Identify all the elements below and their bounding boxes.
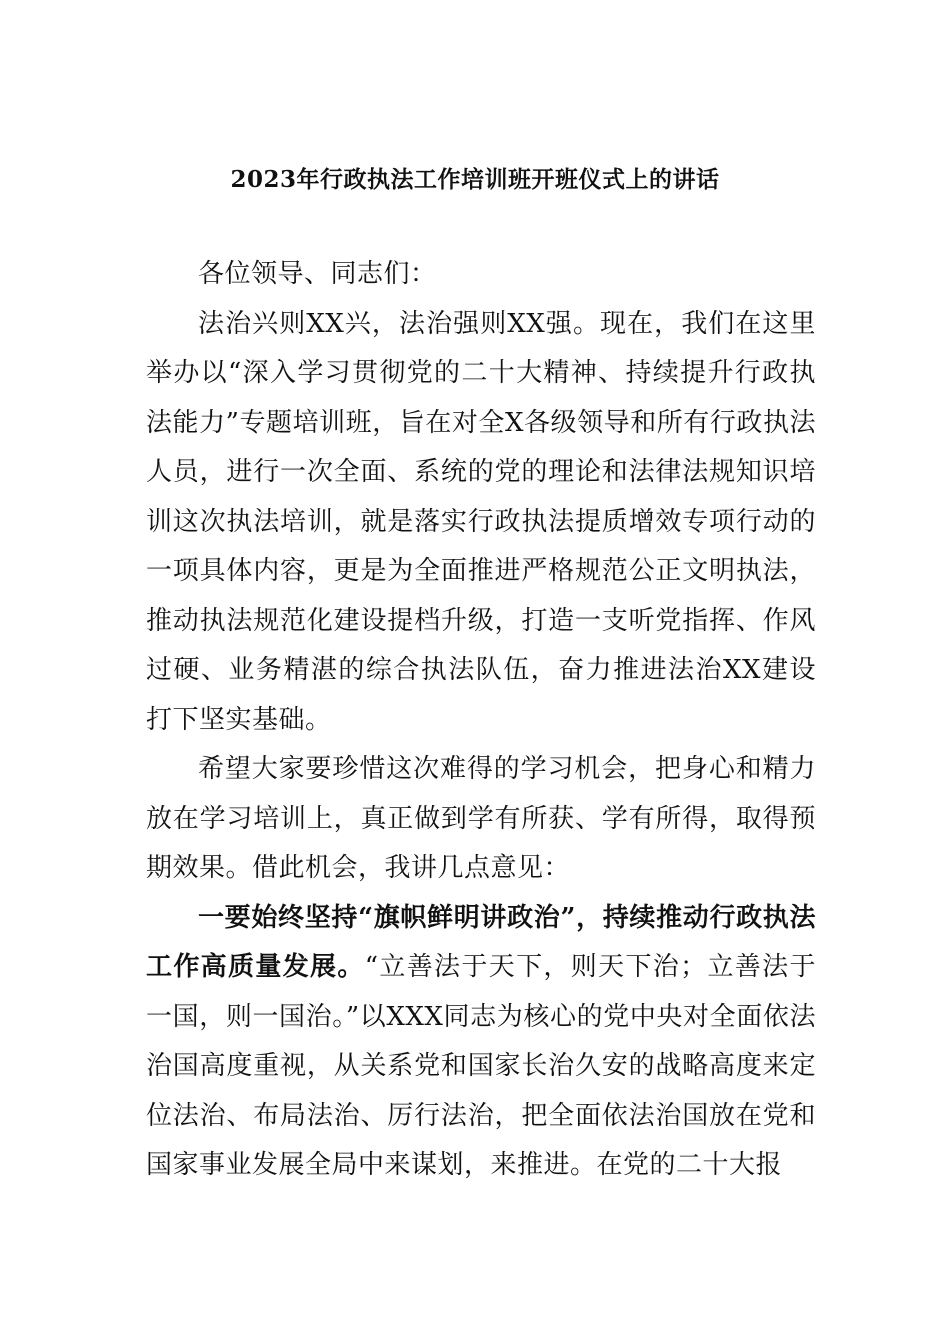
paragraph-2: 希望大家要珍惜这次难得的学习机会，把身心和精力放在学习培训上，真正做到学有所获、学有所得，取得预期效果。借此机会，我讲几点意见： [146, 754, 816, 883]
section-1-heading: 一要始终坚持“旗帜鲜明讲政治”，持续推动行政执法工作高质量发展。 [146, 902, 816, 982]
paragraph-1: 法治兴则XX兴，法治强则XX强。现在，我们在这里举办以“深入学习贯彻党的二十大精神、持续提升行政执法能力”专题培训班，旨在对全X各级领导和所有行政执法人员，进行一次全面、系统的党的理论和法律法规知识培训这次执法培训，就是落实行政执法提质增效专项行动的一项具体内容，更是为全面推进严格规范公正文明执法，推动执法规范化建设提档升级，打造一支听党指挥、作风过硬、业务精湛的综合执法队伍，奋力推进法治XX建设打下坚实基础。 [146, 308, 816, 735]
document-title: 2023年行政执法工作培训班开班仪式上的讲话 [230, 166, 720, 193]
section-1-text: “立善法于天下，则天下治；立善法于一国，则一国治。”以XXX同志为核心的党中央对全面依法治国高度重视，从关系党和国家长治久安的战略高度来定位法治、布局法治、厉行法治，把全面依法治国放在党和国家事业发展全局中来谋划，来推进。在党的二十大报 [146, 952, 816, 1180]
greeting: 各位领导、同志们： [198, 259, 437, 289]
section-1-paragraph [146, 894, 816, 1191]
document-body [146, 250, 816, 1191]
